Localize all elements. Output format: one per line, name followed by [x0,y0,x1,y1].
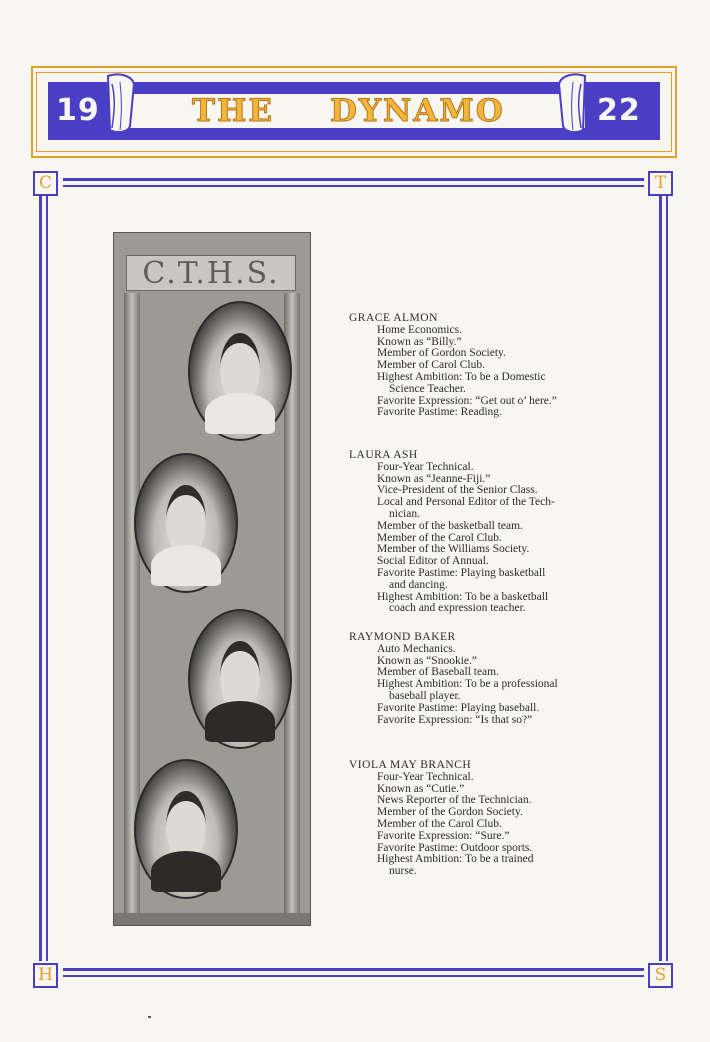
bio-line: Member of the basketball team. [377,519,523,532]
bio-line: Known as “Snookie.” [377,654,477,667]
bio-line: and dancing. [389,578,448,591]
title-word-the: THE [192,93,274,129]
bio-line: Favorite Pastime: Reading. [377,406,502,419]
corner-letter-bottom-left: H [33,963,58,988]
bio-line: Highest Ambition: To be a basketball [377,590,549,603]
bio-line: Auto Mechanics. [377,642,456,655]
bio-line: Science Teacher. [389,382,466,395]
bio-line: Highest Ambition: To be a trained [377,853,534,866]
student-name: RAYMOND BAKER [349,631,456,643]
bio-line: Favorite Expression: “Sure.” [377,829,510,842]
portrait-grace-almon [188,301,292,441]
student-details [349,462,555,615]
bio-line: Four-Year Technical. [377,770,474,783]
border-top-line-inner [63,185,644,187]
year-left: 19 [56,93,100,128]
student-name: LAURA ASH [349,449,418,461]
corner-letter-bottom-right: S [648,963,673,988]
bio-line: Local and Personal Editor of the Tech- [377,496,555,509]
scroll-ornament-left-icon [100,70,140,140]
bio-line: Member of the Carol Club. [377,531,502,544]
photo-panel [113,232,311,926]
title-word-dynamo: DYNAMO [330,93,505,129]
bio-line: Member of the Gordon Society. [377,806,523,819]
bio-line: nurse. [389,865,417,878]
bio-line: nician. [389,507,420,520]
bio-line: Known as “Billy.” [377,335,462,348]
student-name: VIOLA MAY BRANCH [349,759,472,771]
bio-line: Known as “Jeanne-Fiji.” [377,472,491,485]
bio-line: baseball player. [389,689,461,702]
bio-raymond-baker [349,632,558,726]
bio-line: Social Editor of Annual. [377,555,489,568]
student-details [349,772,533,878]
bio-line: Member of Baseball team. [377,666,499,679]
bio-line: Favorite Expression: “Is that so?” [377,713,533,726]
border-bottom-line-inner [63,975,644,977]
bio-line: Favorite Pastime: Outdoor sports. [377,841,533,854]
corner-letter-top-left: C [33,171,58,196]
bio-line: Known as “Cutie.” [377,782,465,795]
corner-letter-top-right: T [648,171,673,196]
student-details [349,325,557,419]
bio-line: Four-Year Technical. [377,460,474,473]
scroll-ornament-right-icon [553,70,593,140]
bio-line: Favorite Expression: “Get out o’ here.” [377,394,557,407]
school-banner: C.T.H.S. [126,255,296,291]
bio-line: Member of the Carol Club. [377,817,502,830]
student-name: GRACE ALMON [349,312,438,324]
print-speck [148,1016,151,1018]
border-right-line [659,196,662,961]
portrait-laura-ash [134,453,238,593]
bio-line: Member of Carol Club. [377,359,485,372]
portrait-viola-may-branch [134,759,238,899]
bio-line: coach and expression teacher. [389,602,526,615]
photo-panel-floor [114,913,310,925]
bio-line: Member of Gordon Society. [377,347,506,360]
bio-line: News Reporter of the Technician. [377,794,532,807]
bio-laura-ash [349,450,555,615]
student-details [349,644,558,727]
border-bottom-line [63,968,644,971]
portrait-raymond-baker [188,609,292,749]
bio-grace-almon [349,313,557,419]
border-top-line [63,178,644,181]
bio-viola-may-branch [349,760,533,878]
bio-line: Vice-President of the Senior Class. [377,484,538,497]
border-right-line-inner [666,196,668,961]
bio-line: Favorite Pastime: Playing baseball. [377,701,540,714]
border-left-line-inner [46,196,48,961]
year-right: 22 [597,93,641,128]
border-left-line [39,196,42,961]
bio-line: Home Economics. [377,323,462,336]
bio-line: Favorite Pastime: Playing basketball [377,566,546,579]
bio-line: Highest Ambition: To be a professional [377,678,558,691]
bio-line: Highest Ambition: To be a Domestic [377,370,546,383]
bio-line: Member of the Williams Society. [377,543,530,556]
